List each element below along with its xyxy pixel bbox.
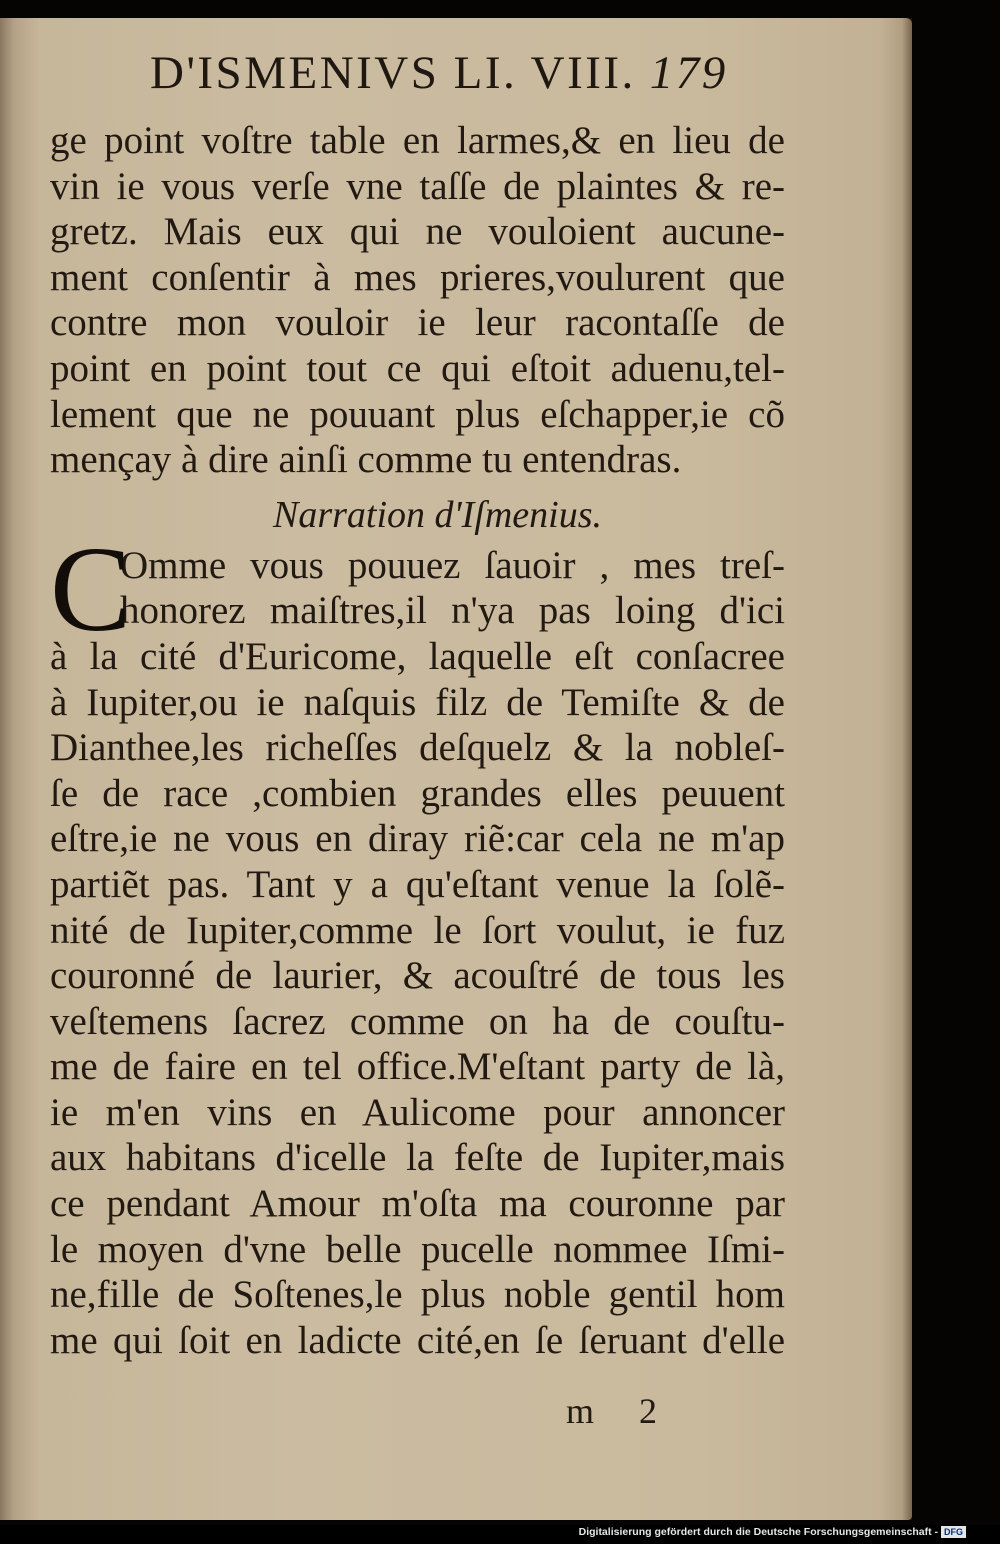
text-line: aux habitans d'icelle la feſte de Iupiter,mais <box>50 1136 785 1180</box>
running-header <box>150 46 820 100</box>
text-line: lement que ne pouuant plus eſchapper,ie cõ <box>50 392 785 436</box>
digitization-footer <box>579 1525 966 1539</box>
text-line: Dianthee,les richeſſes deſquelz & la nobleſ- <box>50 726 785 770</box>
text-line: me qui ſoit en ladicte cité,en ſe ſeruant d'elle <box>50 1318 785 1362</box>
text-line: honorez maiſtres,il n'ya pas loing d'ici <box>120 589 785 633</box>
running-title: D'ISMENIVS LI. VIII. <box>150 47 636 99</box>
text-line: nité de Iupiter,comme le ſort voulut, ie fuz <box>50 908 785 952</box>
signature-mark: m 2 <box>566 1391 676 1431</box>
folio-number: 179 <box>649 47 728 99</box>
text-line: contre mon vouloir ie leur racontaſſe de <box>50 301 785 345</box>
text-line: ſe de race ,combien grandes elles peuuent <box>50 771 785 815</box>
text-line: le moyen d'vne belle pucelle nommee Iſmi- <box>50 1227 785 1271</box>
text-line: veſtemens ſacrez comme on ha de couſtu- <box>50 999 785 1043</box>
text-line: Omme vous pouuez ſauoir , mes treſ- <box>120 543 785 587</box>
text-line: couronné de laurier, & acouſtré de tous les <box>50 954 785 998</box>
text-line: à Iupiter,ou ie naſquis filz de Temiſte & de <box>50 680 785 724</box>
text-line: ment conſentir à mes prieres,voulurent que <box>50 255 785 299</box>
text-line: eſtre,ie ne vous en diray riẽ:car cela ne m'ap <box>50 817 785 861</box>
drop-cap: C <box>50 521 132 657</box>
text-line: à la cité d'Euricome, laquelle eſt conſacree <box>50 634 785 678</box>
text-line: ge point voſtre table en larmes,& en lieu de <box>50 119 785 162</box>
book-page <box>0 18 912 1520</box>
dfg-logo: DFG <box>941 1526 966 1538</box>
text-line: gretz. Mais eux qui ne vouloient aucune- <box>50 210 785 254</box>
text-line: point en point tout ce qui eſtoit aduenu,tel- <box>50 346 785 390</box>
paragraph-2 <box>50 521 785 1364</box>
paragraph-1 <box>50 118 785 483</box>
text-line: ne,fille de Soſtenes,le plus noble gentil hom <box>50 1273 785 1317</box>
section-rubric: Narration d'Iſmenius. <box>272 493 603 536</box>
text-line: ie m'en vins en Aulicome pour annoncer <box>50 1090 785 1134</box>
text-line: me de faire en tel office.M'eſtant party de là, <box>50 1045 785 1089</box>
body-text <box>50 118 785 1363</box>
text-line: vin ie vous verſe vne taſſe de plaintes & re- <box>50 164 785 208</box>
text-line: partiẽt pas. Tant y a qu'eſtant venue la ſolẽ- <box>50 862 785 906</box>
text-line: ce pendant Amour m'oſta ma couronne par <box>50 1182 785 1226</box>
footer-credit: Digitalisierung gefördert durch die Deutsche Forschungsgemeinschaft - <box>578 1526 938 1538</box>
text-line: mençay à dire ainſi comme tu entendras. <box>50 438 682 482</box>
